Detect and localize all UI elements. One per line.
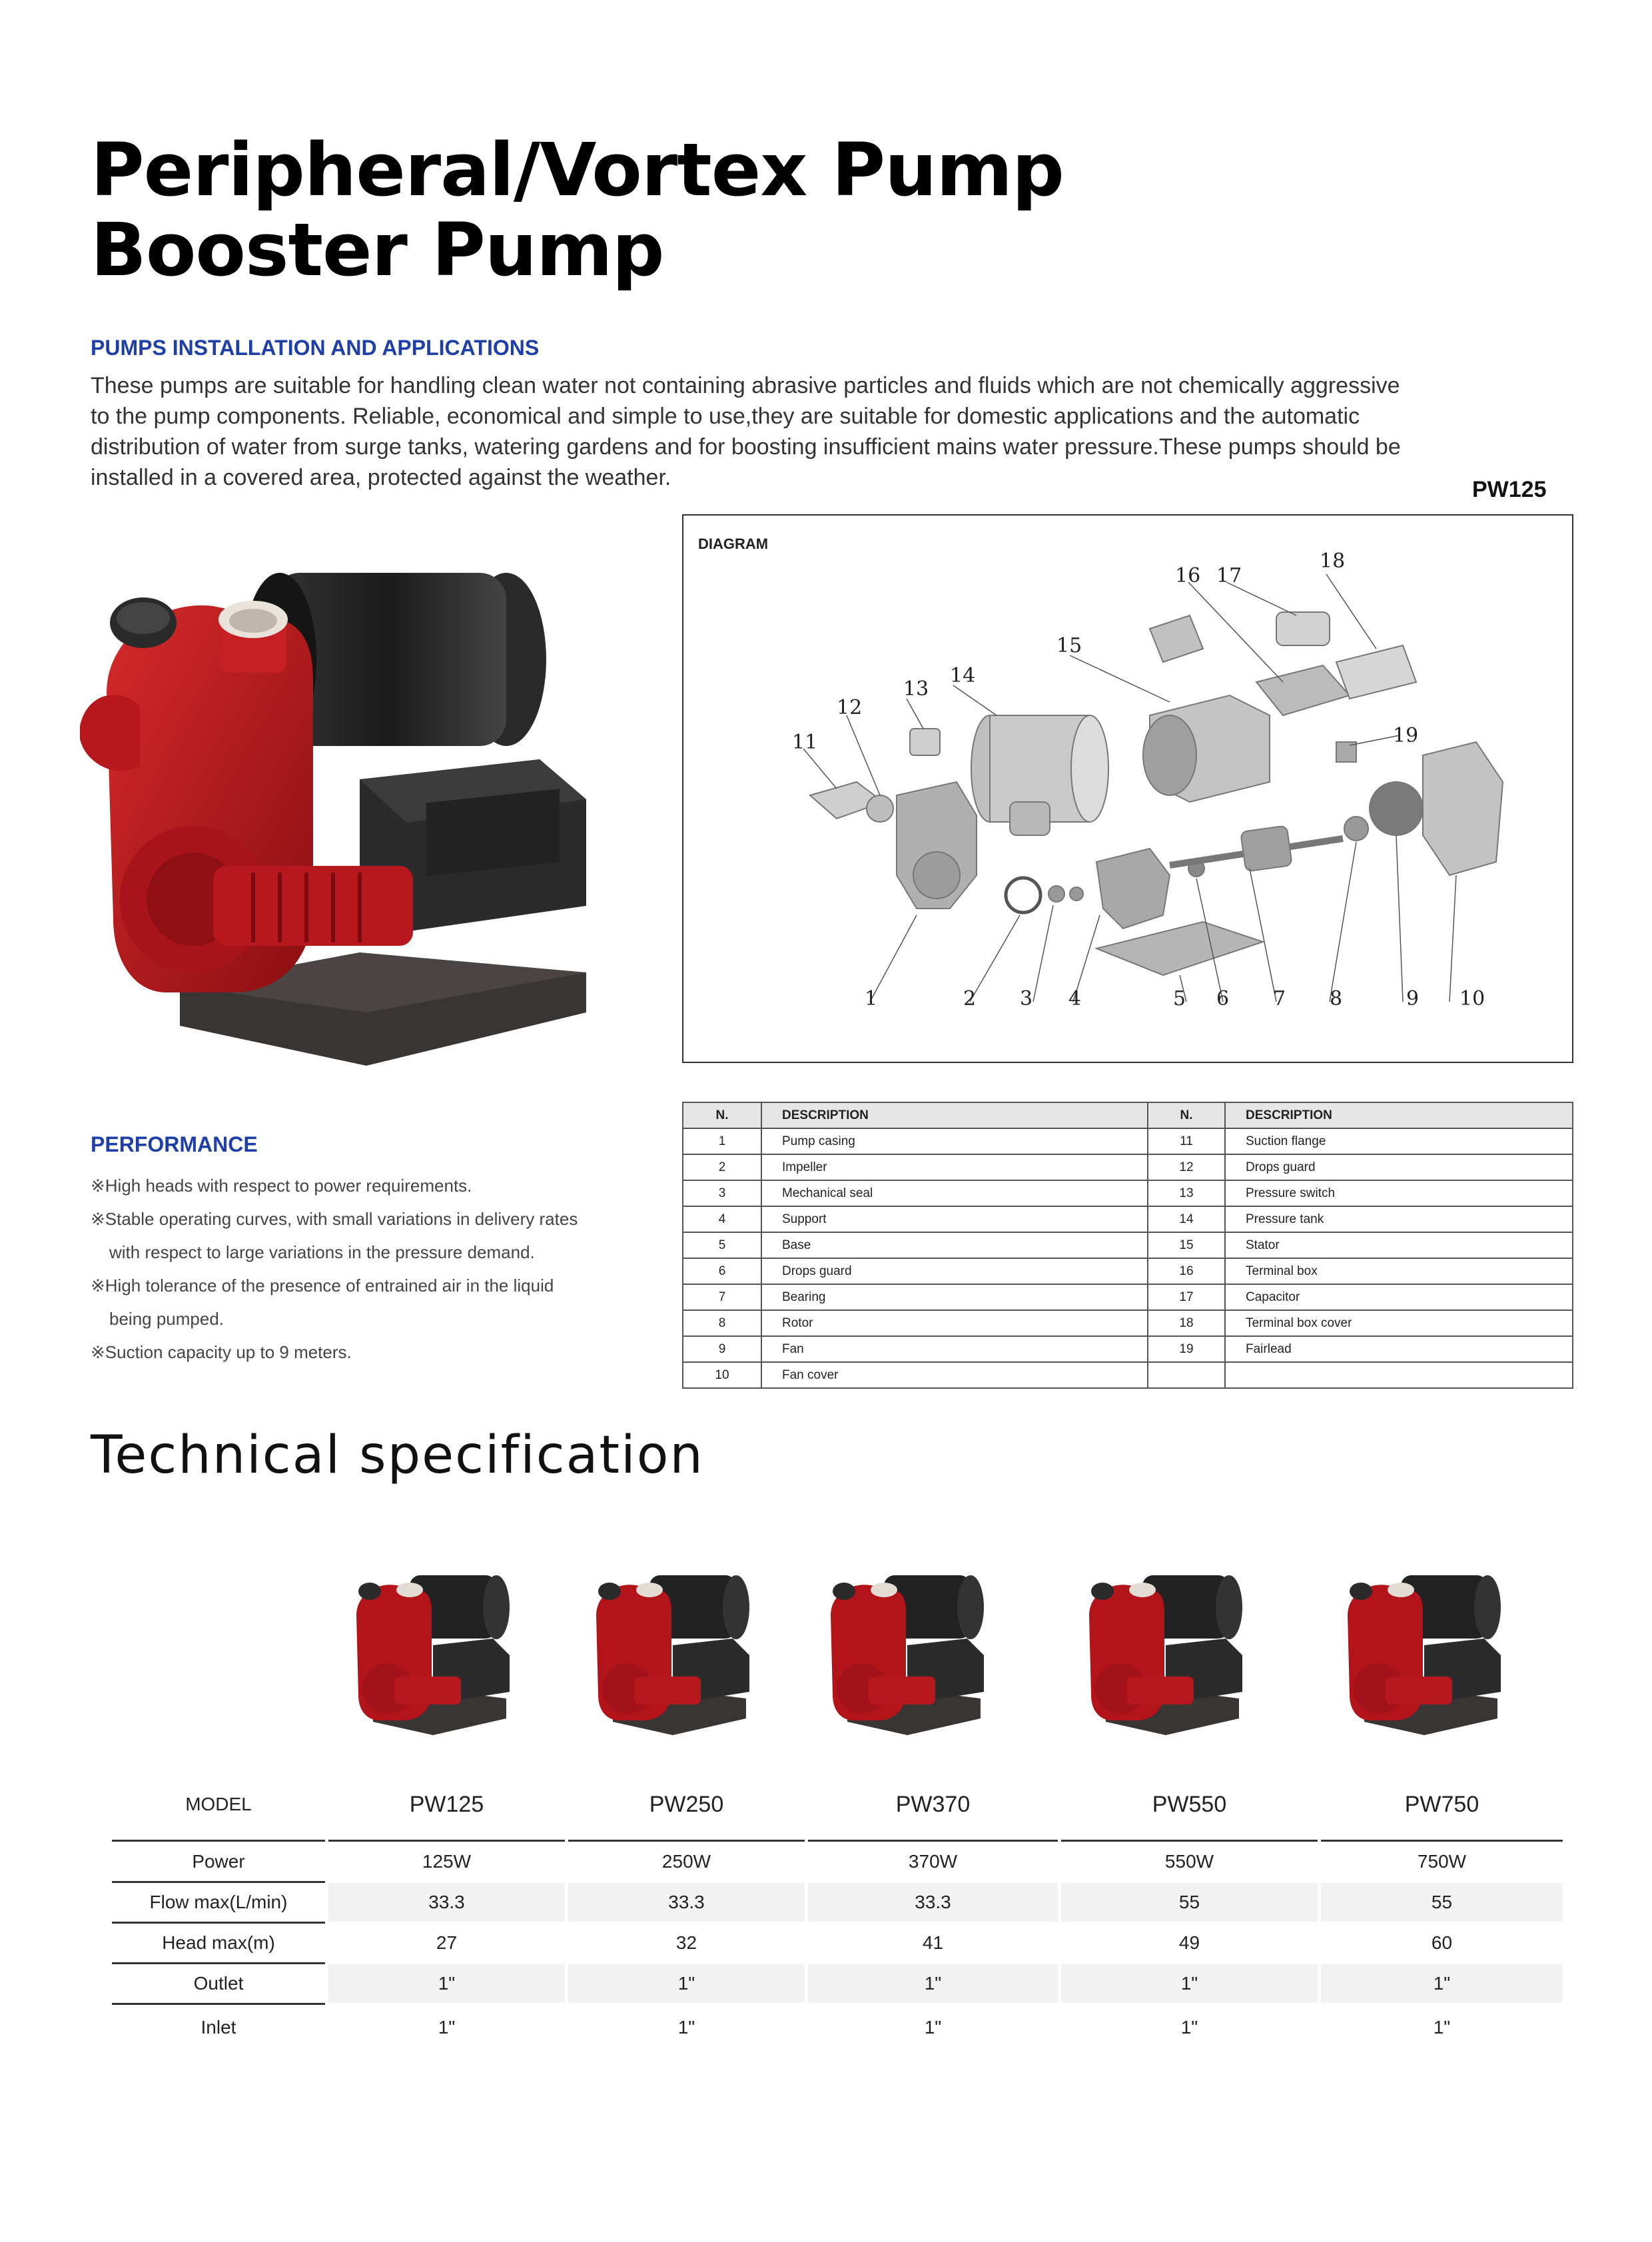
- callout-10: 10: [1459, 987, 1485, 1010]
- header-description: DESCRIPTION: [761, 1102, 1148, 1128]
- list-item: being pumped.: [109, 1309, 224, 1329]
- part-description: Rotor: [761, 1310, 1148, 1336]
- tech-spec-title: Technical specification: [91, 1425, 704, 1485]
- table-row: [683, 1180, 1573, 1206]
- table-row: [683, 1310, 1573, 1336]
- spec-value: 41: [922, 1932, 944, 1953]
- callout-13: 13: [903, 677, 929, 701]
- spec-header-row: [112, 1785, 1563, 1824]
- model-tag: PW125: [1472, 477, 1547, 502]
- spec-value: 1": [438, 2017, 456, 2038]
- part-number: 17: [1148, 1284, 1225, 1310]
- exploded-diagram: [682, 514, 1573, 1063]
- header-description: DESCRIPTION: [1225, 1102, 1573, 1128]
- callout-6: 6: [1216, 987, 1230, 1010]
- list-item: with respect to large variations in the pressure demand.: [109, 1242, 535, 1262]
- callout-17: 17: [1216, 564, 1242, 587]
- installation-line: to the pump components. Reliable, economical and simple to use,they are suitable for domestic applications and the automatic: [91, 404, 1360, 429]
- spec-value: 370W: [908, 1851, 958, 1872]
- spec-value: 1": [808, 1964, 1058, 2003]
- table-row: [683, 1336, 1573, 1362]
- part-number: 3: [683, 1180, 761, 1206]
- spec-row-inlet: [112, 2008, 1563, 2047]
- spec-label: Head max(m): [162, 1932, 275, 1953]
- page-title-line-2: Booster Pump: [91, 207, 664, 292]
- spec-value: 550W: [1164, 1851, 1214, 1872]
- spec-row-head: [112, 1924, 1563, 1962]
- callout-8: 8: [1330, 987, 1343, 1010]
- part-number: 7: [683, 1284, 761, 1310]
- callout-11: 11: [792, 731, 818, 754]
- part-description: Fan cover: [761, 1362, 1148, 1388]
- callout-3: 3: [1020, 987, 1033, 1010]
- spec-value: 33.3: [568, 1883, 805, 1922]
- pump-image-pw550: [1079, 1569, 1246, 1735]
- spec-label: Inlet: [201, 2017, 236, 2038]
- spec-value: 55: [1061, 1883, 1318, 1922]
- spec-value: 1": [328, 1964, 565, 2003]
- part-description: Drops guard: [761, 1258, 1148, 1284]
- installation-line: These pumps are suitable for handling clean water not containing abrasive particles and fluids which are not chemically aggressive: [91, 373, 1400, 398]
- part-description: Stator: [1225, 1232, 1573, 1258]
- model-name: PW250: [649, 1792, 724, 1817]
- part-number: 5: [683, 1232, 761, 1258]
- part-description: Base: [761, 1232, 1148, 1258]
- model-name: PW750: [1404, 1792, 1479, 1817]
- part-number: 14: [1148, 1206, 1225, 1232]
- part-description: Impeller: [761, 1154, 1148, 1180]
- callout-12: 12: [837, 696, 863, 719]
- part-number: 9: [683, 1336, 761, 1362]
- callout-18: 18: [1320, 550, 1346, 573]
- spec-value: 750W: [1417, 1851, 1467, 1872]
- part-number: 11: [1148, 1128, 1225, 1154]
- installation-line: installed in a covered area, protected against the weather.: [91, 465, 671, 490]
- diagram-label: DIAGRAM: [698, 536, 769, 552]
- pump-image-pw750: [1338, 1569, 1504, 1735]
- pump-image-pw370: [821, 1569, 987, 1735]
- part-number: 10: [683, 1362, 761, 1388]
- part-description: Bearing: [761, 1284, 1148, 1310]
- spec-label: Flow max(L/min): [149, 1892, 288, 1912]
- table-row: [683, 1206, 1573, 1232]
- part-description: [1225, 1362, 1573, 1388]
- spec-value: 1": [568, 1964, 805, 2003]
- part-number: 13: [1148, 1180, 1225, 1206]
- callout-16: 16: [1175, 564, 1201, 587]
- callout-4: 4: [1068, 987, 1082, 1010]
- spec-label: Outlet: [193, 1973, 244, 1994]
- page-title-line-1: Peripheral/Vortex Pump: [91, 127, 1064, 212]
- installation-text: [91, 370, 1543, 493]
- spec-value: 27: [436, 1932, 458, 1953]
- callout-7: 7: [1273, 987, 1286, 1010]
- part-number: [1148, 1362, 1225, 1388]
- performance-heading: PERFORMANCE: [91, 1132, 258, 1156]
- list-item: ※High tolerance of the presence of entrained air in the liquid: [91, 1276, 554, 1296]
- pump-image-pw250: [586, 1569, 753, 1735]
- part-description: Terminal box: [1225, 1258, 1573, 1284]
- spec-row-outlet: [112, 1964, 1563, 2003]
- table-row: [683, 1284, 1573, 1310]
- pump-image-pw125: [346, 1569, 513, 1735]
- spec-label: Power: [192, 1851, 245, 1872]
- model-name: PW125: [409, 1792, 484, 1817]
- installation-line: distribution of water from surge tanks, watering gardens and for boosting insufficient mains water pressure.These pumps should be: [91, 434, 1401, 460]
- callout-14: 14: [950, 664, 976, 687]
- callout-15: 15: [1056, 634, 1082, 657]
- part-number: 12: [1148, 1154, 1225, 1180]
- callout-5: 5: [1173, 987, 1186, 1010]
- installation-heading: PUMPS INSTALLATION AND APPLICATIONS: [91, 336, 540, 360]
- table-row: [683, 1232, 1573, 1258]
- header-number: N.: [683, 1102, 761, 1128]
- spec-value: 1": [1061, 1964, 1318, 2003]
- part-number: 8: [683, 1310, 761, 1336]
- part-number: 19: [1148, 1336, 1225, 1362]
- spec-value: 49: [1178, 1932, 1200, 1953]
- part-description: Pressure switch: [1225, 1180, 1573, 1206]
- spec-value: 1": [924, 2017, 942, 2038]
- header-number: N.: [1148, 1102, 1225, 1128]
- spec-value: 33.3: [328, 1883, 565, 1922]
- spec-value: 32: [675, 1932, 697, 1953]
- callout-9: 9: [1406, 987, 1420, 1010]
- part-description: Fan: [761, 1336, 1148, 1362]
- spec-value: 55: [1321, 1883, 1563, 1922]
- list-item: ※Stable operating curves, with small variations in delivery rates: [91, 1209, 578, 1229]
- part-number: 6: [683, 1258, 761, 1284]
- table-row: [683, 1258, 1573, 1284]
- spec-value: 1": [1180, 2017, 1198, 2038]
- part-number: 15: [1148, 1232, 1225, 1258]
- spec-row-power: [112, 1842, 1563, 1881]
- callout-1: 1: [865, 987, 878, 1010]
- pump-product-image: [80, 560, 613, 1079]
- part-number: 4: [683, 1206, 761, 1232]
- table-row: [683, 1154, 1573, 1180]
- list-item: ※Suction capacity up to 9 meters.: [91, 1342, 352, 1362]
- spec-value: 1": [1321, 1964, 1563, 2003]
- parts-table-header: [683, 1102, 1573, 1128]
- model-name: PW370: [895, 1792, 971, 1817]
- page-title: [91, 127, 1290, 292]
- part-number: 2: [683, 1154, 761, 1180]
- table-row: [683, 1362, 1573, 1388]
- spec-value: 125W: [422, 1851, 472, 1872]
- part-description: Suction flange: [1225, 1128, 1573, 1154]
- performance-list: [91, 1169, 637, 1369]
- part-description: Support: [761, 1206, 1148, 1232]
- part-description: Pressure tank: [1225, 1206, 1573, 1232]
- part-number: 16: [1148, 1258, 1225, 1284]
- spec-value: 1": [677, 2017, 695, 2038]
- part-description: Fairlead: [1225, 1336, 1573, 1362]
- part-number: 18: [1148, 1310, 1225, 1336]
- model-name: PW550: [1152, 1792, 1227, 1817]
- list-item: ※High heads with respect to power requirements.: [91, 1176, 472, 1196]
- callout-2: 2: [963, 987, 977, 1010]
- spec-row-flow: [112, 1883, 1563, 1922]
- table-row: [683, 1128, 1573, 1154]
- exploded-diagram-drawing: [683, 516, 1572, 1062]
- part-description: Capacitor: [1225, 1284, 1573, 1310]
- spec-value: 1": [1433, 2017, 1451, 2038]
- spec-value: 60: [1431, 1932, 1453, 1953]
- part-description: Mechanical seal: [761, 1180, 1148, 1206]
- part-description: Terminal box cover: [1225, 1310, 1573, 1336]
- spec-value: 33.3: [808, 1883, 1058, 1922]
- part-number: 1: [683, 1128, 761, 1154]
- spec-value: 250W: [661, 1851, 711, 1872]
- parts-table: [682, 1102, 1573, 1389]
- callout-19: 19: [1393, 724, 1419, 747]
- part-description: Drops guard: [1225, 1154, 1573, 1180]
- part-description: Pump casing: [761, 1128, 1148, 1154]
- model-label: MODEL: [185, 1794, 252, 1814]
